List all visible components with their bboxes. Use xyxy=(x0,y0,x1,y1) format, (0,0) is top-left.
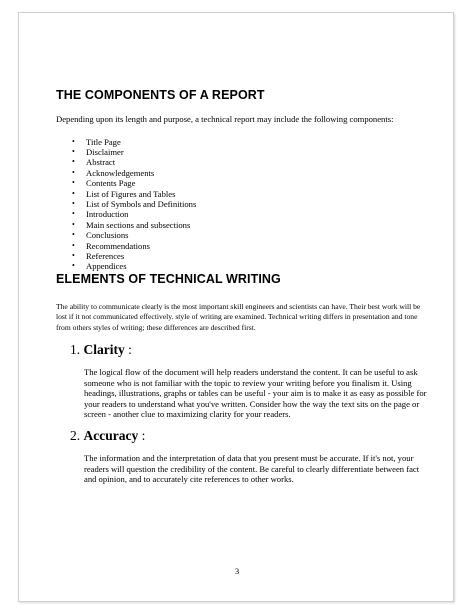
bullet-icon: • xyxy=(72,240,75,250)
bullet-icon: • xyxy=(72,261,75,271)
bullet-icon: • xyxy=(72,188,75,198)
list-item: • Contents Page xyxy=(72,178,136,189)
accuracy-heading: 2. Accuracy : xyxy=(70,428,146,444)
bullet-icon: • xyxy=(72,178,75,188)
bullet-icon: • xyxy=(72,250,75,260)
components-heading: THE COMPONENTS OF A REPORT xyxy=(56,88,265,102)
list-item: • Recommendations xyxy=(72,240,150,251)
list-item: • References xyxy=(72,250,125,261)
accuracy-body: The information and the interpretation of data that you present must be accurate. If it's not, your readers will question the credibility of the content. Be careful to clearly differentiate between fact and opinion, and to accurately cite references to other works. xyxy=(84,453,420,485)
list-item: • Acknowledgements xyxy=(72,167,155,178)
elements-heading: ELEMENTS OF TECHNICAL WRITING xyxy=(56,271,281,286)
list-item: • List of Figures and Tables xyxy=(72,188,176,199)
bullet-icon: • xyxy=(72,167,75,177)
bullet-icon: • xyxy=(72,157,75,167)
bullet-icon: • xyxy=(72,230,75,240)
page-content xyxy=(56,88,428,485)
bullet-icon: • xyxy=(72,209,75,219)
components-intro: Depending upon its length and purpose, a technical report may include the following components: xyxy=(56,114,394,124)
list-item: • Appendices xyxy=(72,261,127,272)
elements-paragraph: The ability to communicate clearly is the most important skill engineers and scientists can have. Their best work will be lost if it not communicated effectively. style of writing are examined. Technical writing differs in presentation and tone from others styles of writing; these differences are described first. xyxy=(56,301,421,332)
bullet-icon: • xyxy=(72,136,75,146)
page-number: 3 xyxy=(234,566,240,576)
list-item: • Title Page xyxy=(72,136,121,147)
clarity-body: The logical flow of the document will help readers understand the content. It can be useful to ask someone who is not familiar with the topic to review your writing before you finalism it. Using headings, illustrations, graphs or tables can be useful - your aim is to make it as easy as possible for your readers to understand what you've written. Consider how the way the text sits on the page or screen - another clue to maximizing clarity for your readers. xyxy=(84,367,427,419)
list-item: • Conclusions xyxy=(72,230,129,241)
list-item: • List of Symbols and Definitions xyxy=(72,198,197,209)
bullet-icon: • xyxy=(72,146,75,156)
list-item: • Main sections and subsections xyxy=(72,219,191,230)
bullet-icon: • xyxy=(72,198,75,208)
list-item: • Introduction xyxy=(72,209,129,220)
list-item: • Abstract xyxy=(72,157,116,168)
clarity-heading: 1. Clarity : xyxy=(70,342,132,358)
list-item: • Disclaimer xyxy=(72,146,124,157)
bullet-icon: • xyxy=(72,219,75,229)
components-list xyxy=(56,137,428,272)
